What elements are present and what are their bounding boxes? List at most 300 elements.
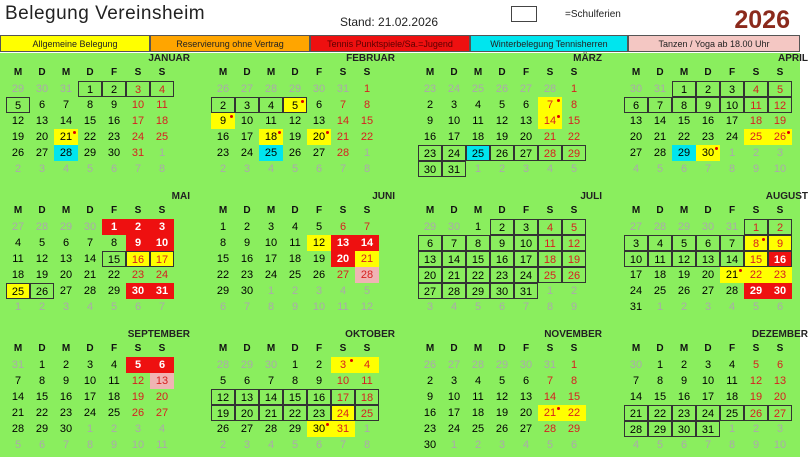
day-cell[interactable]: 4	[14, 237, 22, 249]
day-cell[interactable]: 14	[355, 235, 379, 251]
day-cell[interactable]: 16	[423, 131, 437, 143]
day-cell[interactable]: 15	[283, 389, 307, 405]
day-cell[interactable]: 16	[307, 389, 331, 405]
day-cell[interactable]: 27	[312, 147, 326, 159]
day-cell[interactable]: 23	[672, 405, 696, 421]
day-cell[interactable]: 30	[107, 147, 121, 159]
day-cell[interactable]: 19	[677, 269, 691, 281]
day-cell[interactable]: 28	[442, 283, 466, 299]
day-cell[interactable]: 2	[696, 81, 720, 97]
day-cell[interactable]: 20	[418, 267, 442, 283]
day-cell[interactable]: 6	[339, 221, 347, 233]
day-cell[interactable]: 28	[11, 423, 25, 435]
day-cell[interactable]: 30	[768, 283, 792, 299]
day-cell[interactable]: 29	[107, 285, 121, 297]
day-cell[interactable]: 25	[155, 131, 169, 143]
day-cell[interactable]: 23	[418, 145, 442, 161]
day-cell[interactable]: 21	[11, 407, 25, 419]
day-cell[interactable]: 6	[62, 237, 70, 249]
day-cell[interactable]: 1	[656, 359, 664, 371]
day-cell[interactable]: 8	[291, 375, 299, 387]
day-cell[interactable]: 26	[677, 285, 691, 297]
day-cell[interactable]: 17	[725, 115, 739, 127]
day-cell[interactable]: 12	[495, 115, 509, 127]
day-cell[interactable]: 31	[696, 421, 720, 437]
day-cell[interactable]: 14	[336, 115, 350, 127]
day-cell[interactable]: 2	[315, 359, 323, 371]
day-cell[interactable]: 25	[744, 129, 768, 145]
day-cell[interactable]: 12	[749, 375, 763, 387]
day-cell[interactable]: 13	[150, 373, 174, 389]
day-cell[interactable]: 22	[648, 405, 672, 421]
day-cell[interactable]: 15	[360, 115, 374, 127]
day-cell[interactable]: 3	[150, 219, 174, 235]
day-cell[interactable]: 17	[629, 269, 643, 281]
day-cell[interactable]: 24	[131, 131, 145, 143]
day-cell[interactable]: 7	[538, 97, 562, 113]
day-cell[interactable]: 23	[216, 147, 230, 159]
day-cell[interactable]: 8	[219, 237, 227, 249]
day-cell[interactable]: 24	[514, 267, 538, 283]
day-cell[interactable]: 1	[474, 221, 482, 233]
day-cell[interactable]: 25	[355, 405, 379, 421]
day-cell[interactable]: 28	[538, 145, 562, 161]
day-cell[interactable]: 2	[102, 81, 126, 97]
day-cell[interactable]: 1	[78, 81, 102, 97]
day-cell[interactable]: 22	[562, 405, 586, 421]
day-cell[interactable]: 24	[629, 285, 643, 297]
day-cell[interactable]: 31	[150, 283, 174, 299]
day-cell[interactable]: 30	[418, 161, 442, 177]
day-cell[interactable]: 25	[471, 423, 485, 435]
day-cell[interactable]: 15	[35, 391, 49, 403]
day-cell[interactable]: 4	[474, 99, 482, 111]
day-cell[interactable]: 27	[155, 407, 169, 419]
day-cell[interactable]: 13	[235, 389, 259, 405]
day-cell[interactable]: 31	[331, 421, 355, 437]
day-cell[interactable]: 11	[744, 97, 768, 113]
day-cell[interactable]: 4	[648, 235, 672, 251]
day-cell[interactable]: 20	[35, 131, 49, 143]
day-cell[interactable]: 11	[726, 375, 738, 387]
day-cell[interactable]: 29	[672, 145, 696, 161]
day-cell[interactable]: 26	[312, 269, 326, 281]
day-cell[interactable]: 3	[624, 235, 648, 251]
day-cell[interactable]: 19	[495, 131, 509, 143]
day-cell[interactable]: 14	[653, 115, 667, 127]
day-cell[interactable]: 28	[543, 423, 557, 435]
day-cell[interactable]: 23	[768, 267, 792, 283]
day-cell[interactable]: 18	[725, 391, 739, 403]
day-cell[interactable]: 25	[653, 285, 667, 297]
day-cell[interactable]: 9	[126, 235, 150, 251]
day-cell[interactable]: 30	[59, 423, 73, 435]
day-cell[interactable]: 20	[235, 405, 259, 421]
day-cell[interactable]: 21	[83, 269, 97, 281]
day-cell[interactable]: 19	[773, 115, 787, 127]
day-cell[interactable]: 4	[744, 81, 768, 97]
day-cell[interactable]: 20	[701, 269, 715, 281]
day-cell[interactable]: 26	[216, 423, 230, 435]
day-cell[interactable]: 21	[624, 405, 648, 421]
day-cell[interactable]: 13	[59, 253, 73, 265]
day-cell[interactable]: 3	[235, 97, 259, 113]
day-cell[interactable]: 9	[490, 235, 514, 251]
day-cell[interactable]: 17	[150, 251, 174, 267]
day-cell[interactable]: 28	[336, 147, 350, 159]
day-cell[interactable]: 24	[442, 145, 466, 161]
day-cell[interactable]: 24	[331, 405, 355, 421]
day-cell[interactable]: 10	[720, 97, 744, 113]
day-cell[interactable]: 4	[474, 375, 482, 387]
day-cell[interactable]: 5	[768, 81, 792, 97]
day-cell[interactable]: 30	[672, 421, 696, 437]
day-cell[interactable]: 5	[38, 237, 46, 249]
day-cell[interactable]: 31	[131, 147, 145, 159]
day-cell[interactable]: 14	[259, 389, 283, 405]
day-cell[interactable]: 5	[562, 219, 586, 235]
day-cell[interactable]: 3	[704, 359, 712, 371]
day-cell[interactable]: 10	[83, 375, 97, 387]
day-cell[interactable]: 11	[538, 235, 562, 251]
day-cell[interactable]: 18	[107, 391, 121, 403]
day-cell[interactable]: 1	[672, 81, 696, 97]
day-cell[interactable]: 14	[442, 251, 466, 267]
day-cell[interactable]: 31	[442, 161, 466, 177]
day-cell[interactable]: 22	[567, 131, 581, 143]
day-cell[interactable]: 19	[312, 253, 326, 265]
day-cell[interactable]: 11	[108, 375, 120, 387]
day-cell[interactable]: 31	[514, 283, 538, 299]
day-cell[interactable]: 13	[629, 115, 643, 127]
day-cell[interactable]: 5	[498, 99, 506, 111]
day-cell[interactable]: 13	[35, 115, 49, 127]
day-cell[interactable]: 24	[264, 269, 278, 281]
day-cell[interactable]: 28	[264, 423, 278, 435]
day-cell[interactable]: 20	[307, 129, 331, 145]
day-cell[interactable]: 3	[86, 359, 94, 371]
day-cell[interactable]: 26	[562, 267, 586, 283]
day-cell[interactable]: 28	[624, 421, 648, 437]
day-cell[interactable]: 22	[107, 269, 121, 281]
day-cell[interactable]: 24	[83, 407, 97, 419]
day-cell[interactable]: 21	[336, 131, 350, 143]
day-cell[interactable]: 6	[150, 357, 174, 373]
day-cell[interactable]: 16	[768, 251, 792, 267]
day-cell[interactable]: 20	[331, 251, 355, 267]
day-cell[interactable]: 27	[240, 423, 254, 435]
day-cell[interactable]: 16	[107, 115, 121, 127]
day-cell[interactable]: 9	[211, 113, 235, 129]
day-cell[interactable]: 5	[283, 97, 307, 113]
day-cell[interactable]: 16	[126, 251, 150, 267]
day-cell[interactable]: 10	[701, 375, 715, 387]
day-cell[interactable]: 15	[653, 391, 667, 403]
day-cell[interactable]: 27	[418, 283, 442, 299]
day-cell[interactable]: 20	[519, 131, 533, 143]
day-cell[interactable]: 10	[150, 235, 174, 251]
day-cell[interactable]: 7	[648, 97, 672, 113]
day-cell[interactable]: 6	[696, 235, 720, 251]
day-cell[interactable]: 10	[240, 115, 254, 127]
day-cell[interactable]: 21	[543, 131, 557, 143]
day-cell[interactable]: 12	[768, 97, 792, 113]
day-cell[interactable]: 17	[447, 407, 461, 419]
day-cell[interactable]: 10	[514, 235, 538, 251]
day-cell[interactable]: 13	[519, 115, 533, 127]
day-cell[interactable]: 29	[466, 283, 490, 299]
day-cell[interactable]: 14	[720, 251, 744, 267]
day-cell[interactable]: 11	[265, 115, 277, 127]
day-cell[interactable]: 20	[519, 407, 533, 419]
day-cell[interactable]: 7	[720, 235, 744, 251]
day-cell[interactable]: 9	[426, 391, 434, 403]
day-cell[interactable]: 28	[725, 285, 739, 297]
day-cell[interactable]: 13	[773, 375, 787, 387]
day-cell[interactable]: 9	[768, 235, 792, 251]
day-cell[interactable]: 26	[495, 423, 509, 435]
day-cell[interactable]: 26	[768, 129, 792, 145]
day-cell[interactable]: 16	[216, 131, 230, 143]
day-cell[interactable]: 2	[62, 359, 70, 371]
day-cell[interactable]: 18	[259, 129, 283, 145]
day-cell[interactable]: 1	[570, 83, 578, 95]
day-cell[interactable]: 4	[728, 359, 736, 371]
day-cell[interactable]: 21	[442, 267, 466, 283]
day-cell[interactable]: 26	[11, 147, 25, 159]
day-cell[interactable]: 16	[423, 407, 437, 419]
day-cell[interactable]: 15	[83, 115, 97, 127]
day-cell[interactable]: 13	[519, 391, 533, 403]
day-cell[interactable]: 2	[680, 359, 688, 371]
day-cell[interactable]: 20	[629, 131, 643, 143]
day-cell[interactable]: 22	[360, 131, 374, 143]
day-cell[interactable]: 18	[538, 251, 562, 267]
day-cell[interactable]: 18	[653, 269, 667, 281]
day-cell[interactable]: 9	[62, 375, 70, 387]
day-cell[interactable]: 5	[672, 235, 696, 251]
day-cell[interactable]: 1	[744, 219, 768, 235]
day-cell[interactable]: 25	[288, 269, 302, 281]
day-cell[interactable]: 17	[701, 391, 715, 403]
day-cell[interactable]: 23	[107, 131, 121, 143]
day-cell[interactable]: 2	[490, 219, 514, 235]
day-cell[interactable]: 8	[466, 235, 490, 251]
day-cell[interactable]: 27	[336, 269, 350, 281]
day-cell[interactable]: 7	[86, 237, 94, 249]
day-cell[interactable]: 9	[110, 99, 118, 111]
day-cell[interactable]: 22	[283, 405, 307, 421]
day-cell[interactable]: 8	[86, 99, 94, 111]
day-cell[interactable]: 14	[83, 253, 97, 265]
day-cell[interactable]: 12	[11, 115, 25, 127]
day-cell[interactable]: 31	[629, 301, 643, 313]
day-cell[interactable]: 26	[744, 405, 768, 421]
day-cell[interactable]: 22	[677, 131, 691, 143]
day-cell[interactable]: 4	[150, 81, 174, 97]
day-cell[interactable]: 19	[562, 251, 586, 267]
day-cell[interactable]: 16	[490, 251, 514, 267]
day-cell[interactable]: 6	[522, 375, 530, 387]
day-cell[interactable]: 12	[672, 251, 696, 267]
day-cell[interactable]: 18	[471, 407, 485, 419]
day-cell[interactable]: 27	[701, 285, 715, 297]
day-cell[interactable]: 21	[355, 251, 379, 267]
day-cell[interactable]: 24	[240, 147, 254, 159]
day-cell[interactable]: 8	[110, 237, 118, 249]
day-cell[interactable]: 7	[442, 235, 466, 251]
day-cell[interactable]: 12	[495, 391, 509, 403]
day-cell[interactable]: 5	[752, 359, 760, 371]
day-cell[interactable]: 21	[259, 405, 283, 421]
day-cell[interactable]: 4	[355, 357, 379, 373]
day-cell[interactable]: 6	[38, 99, 46, 111]
day-cell[interactable]: 15	[677, 115, 691, 127]
day-cell[interactable]: 26	[288, 147, 302, 159]
day-cell[interactable]: 2	[426, 99, 434, 111]
day-cell[interactable]: 3	[267, 221, 275, 233]
day-cell[interactable]: 23	[307, 405, 331, 421]
day-cell[interactable]: 8	[38, 375, 46, 387]
day-cell[interactable]: 3	[720, 81, 744, 97]
day-cell[interactable]: 3	[450, 99, 458, 111]
day-cell[interactable]: 9	[696, 97, 720, 113]
day-cell[interactable]: 30	[490, 283, 514, 299]
day-cell[interactable]: 7	[62, 99, 70, 111]
day-cell[interactable]: 15	[216, 253, 230, 265]
day-cell[interactable]: 29	[567, 423, 581, 435]
day-cell[interactable]: 23	[423, 423, 437, 435]
day-cell[interactable]: 12	[307, 235, 331, 251]
day-cell[interactable]: 10	[447, 391, 461, 403]
day-cell[interactable]: 1	[102, 219, 126, 235]
day-cell[interactable]: 15	[102, 251, 126, 267]
day-cell[interactable]: 26	[131, 407, 145, 419]
day-cell[interactable]: 23	[490, 267, 514, 283]
day-cell[interactable]: 18	[355, 389, 379, 405]
day-cell[interactable]: 5	[498, 375, 506, 387]
day-cell[interactable]: 5	[6, 97, 30, 113]
day-cell[interactable]: 17	[83, 391, 97, 403]
day-cell[interactable]: 3	[514, 219, 538, 235]
day-cell[interactable]: 1	[219, 221, 227, 233]
day-cell[interactable]: 12	[211, 389, 235, 405]
day-cell[interactable]: 1	[291, 359, 299, 371]
day-cell[interactable]: 11	[156, 99, 168, 111]
day-cell[interactable]: 6	[776, 359, 784, 371]
day-cell[interactable]: 15	[744, 251, 768, 267]
day-cell[interactable]: 1	[570, 359, 578, 371]
day-cell[interactable]: 2	[126, 219, 150, 235]
day-cell[interactable]: 23	[59, 407, 73, 419]
day-cell[interactable]: 27	[519, 423, 533, 435]
day-cell[interactable]: 5	[126, 357, 150, 373]
day-cell[interactable]: 29	[35, 423, 49, 435]
day-cell[interactable]: 25	[466, 145, 490, 161]
day-cell[interactable]: 25	[107, 407, 121, 419]
day-cell[interactable]: 28	[355, 267, 379, 283]
day-cell[interactable]: 24	[447, 423, 461, 435]
day-cell[interactable]: 6	[243, 375, 251, 387]
day-cell[interactable]: 10	[447, 115, 461, 127]
day-cell[interactable]: 6	[624, 97, 648, 113]
day-cell[interactable]: 18	[288, 253, 302, 265]
day-cell[interactable]: 11	[472, 115, 484, 127]
day-cell[interactable]: 24	[696, 405, 720, 421]
day-cell[interactable]: 19	[495, 407, 509, 419]
day-cell[interactable]: 7	[546, 375, 554, 387]
day-cell[interactable]: 23	[701, 131, 715, 143]
day-cell[interactable]: 16	[701, 115, 715, 127]
day-cell[interactable]: 5	[219, 375, 227, 387]
day-cell[interactable]: 11	[361, 375, 373, 387]
day-cell[interactable]: 30	[240, 285, 254, 297]
day-cell[interactable]: 17	[447, 131, 461, 143]
day-cell[interactable]: 26	[490, 145, 514, 161]
day-cell[interactable]: 21	[54, 129, 78, 145]
day-cell[interactable]: 16	[677, 391, 691, 403]
day-cell[interactable]: 14	[11, 391, 25, 403]
day-cell[interactable]: 27	[35, 147, 49, 159]
day-cell[interactable]: 19	[11, 131, 25, 143]
day-cell[interactable]: 15	[567, 391, 581, 403]
day-cell[interactable]: 28	[54, 145, 78, 161]
day-cell[interactable]: 3	[126, 81, 150, 97]
day-cell[interactable]: 24	[725, 131, 739, 143]
day-cell[interactable]: 14	[543, 391, 557, 403]
day-cell[interactable]: 28	[653, 147, 667, 159]
day-cell[interactable]: 13	[331, 235, 355, 251]
day-cell[interactable]: 20	[59, 269, 73, 281]
day-cell[interactable]: 14	[538, 113, 562, 129]
day-cell[interactable]: 29	[648, 421, 672, 437]
day-cell[interactable]: 3	[450, 375, 458, 387]
day-cell[interactable]: 26	[30, 283, 54, 299]
day-cell[interactable]: 22	[35, 407, 49, 419]
day-cell[interactable]: 11	[289, 237, 301, 249]
day-cell[interactable]: 28	[83, 285, 97, 297]
day-cell[interactable]: 21	[720, 267, 744, 283]
day-cell[interactable]: 9	[680, 375, 688, 387]
day-cell[interactable]: 22	[83, 131, 97, 143]
day-cell[interactable]: 23	[240, 269, 254, 281]
day-cell[interactable]: 10	[624, 251, 648, 267]
day-cell[interactable]: 13	[418, 251, 442, 267]
day-cell[interactable]: 16	[240, 253, 254, 265]
day-cell[interactable]: 12	[288, 115, 302, 127]
day-cell[interactable]: 25	[259, 145, 283, 161]
day-cell[interactable]: 29	[288, 423, 302, 435]
day-cell[interactable]: 9	[315, 375, 323, 387]
day-cell[interactable]: 8	[744, 235, 768, 251]
day-cell[interactable]: 18	[155, 115, 169, 127]
day-cell[interactable]: 1	[363, 83, 371, 95]
day-cell[interactable]: 29	[744, 283, 768, 299]
day-cell[interactable]: 4	[538, 219, 562, 235]
day-cell[interactable]: 8	[570, 375, 578, 387]
day-cell[interactable]: 5	[315, 221, 323, 233]
day-cell[interactable]: 7	[363, 221, 371, 233]
day-cell[interactable]: 11	[648, 251, 672, 267]
day-cell[interactable]: 7	[267, 375, 275, 387]
day-cell[interactable]: 17	[331, 389, 355, 405]
day-cell[interactable]: 17	[514, 251, 538, 267]
day-cell[interactable]: 30	[423, 439, 437, 451]
day-cell[interactable]: 29	[83, 147, 97, 159]
day-cell[interactable]: 13	[696, 251, 720, 267]
day-cell[interactable]: 21	[653, 131, 667, 143]
day-cell[interactable]: 13	[312, 115, 326, 127]
